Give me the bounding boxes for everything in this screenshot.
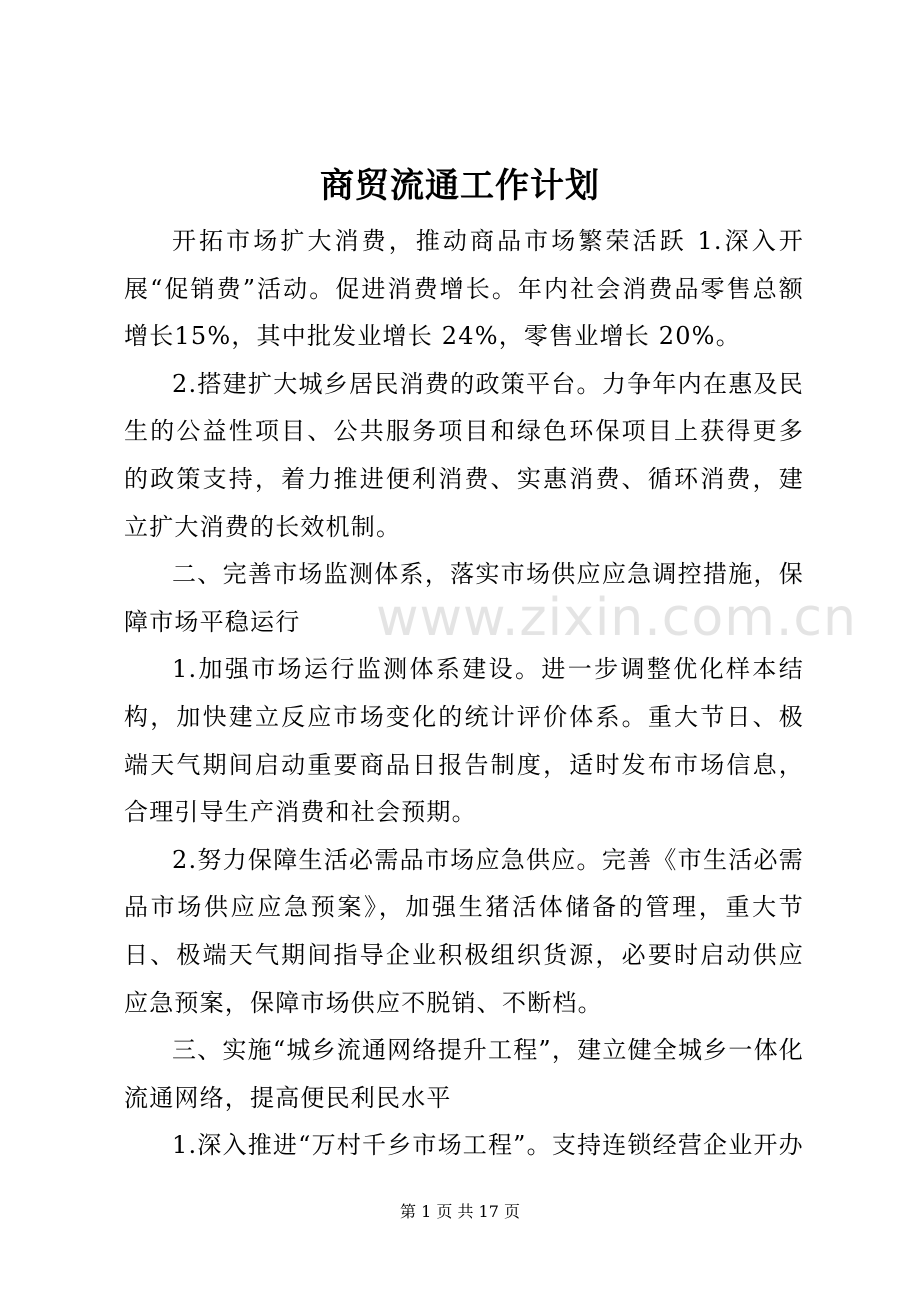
paragraph: 1.加强市场运行监测体系建设。进一步调整优化样本结构，加快建立反应市场变化的统计评价体系。重大节日、极端天气期间启动重要商品日报告制度，适时发布市场信息，合理引导生产消费和社会预期。 — [124, 655, 804, 827]
paragraph: 开拓市场扩大消费，推动商品市场繁荣活跃 1.深入开展“促销费”活动。促进消费增长。年内社会消费品零售总额增长15%，其中批发业增长 24%，零售业增长 20%。 — [124, 227, 804, 351]
page-footer: 第 1 页 共 17 页 — [400, 1202, 520, 1221]
paragraph: 2.搭建扩大城乡居民消费的政策平台。力争年内在惠及民生的公益性项目、公共服务项目和绿色环保项目上获得更多的政策支持，着力推进便利消费、实惠消费、循环消费，建立扩大消费的长效机制。 — [124, 369, 804, 541]
section-heading: 二、完善市场监测体系，落实市场供应应急调控措施，保障市场平稳运行 — [124, 560, 804, 636]
watermark: www.zixin.com.cn — [376, 588, 857, 648]
paragraph: 2.努力保障生活必需品市场应急供应。完善《市生活必需品市场供应应急预案》，加强生猪活体储备的管理，重大节日、极端天气期间指导企业积极组织货源，必要时启动供应应急预案，保障市场供应不脱销、不断档。 — [124, 845, 804, 1017]
section-heading: 三、实施“城乡流通网络提升工程”，建立健全城乡一体化流通网络，提高便民利民水平 — [124, 1036, 804, 1112]
document-title: 商贸流通工作计划 — [320, 166, 600, 206]
document-body — [124, 218, 804, 1170]
paragraph: 1.深入推进“万村千乡市场工程”。支持连锁经营企业开办 — [172, 1131, 804, 1160]
